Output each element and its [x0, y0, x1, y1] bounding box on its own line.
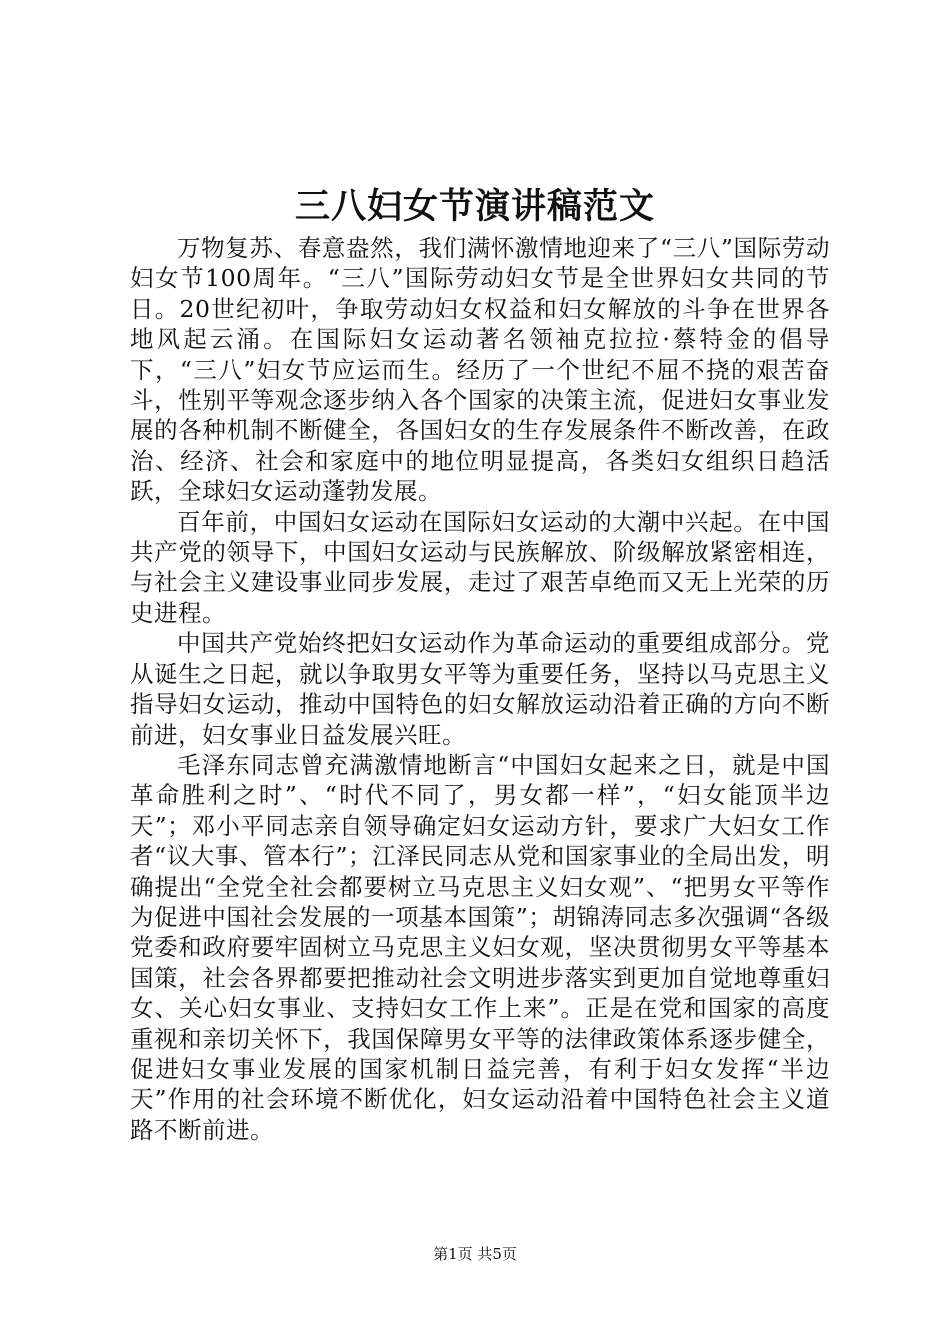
paragraph-4: 毛泽东同志曾充满激情地断言“中国妇女起来之日，就是中国革命胜利之时”、“时代不同了，男女都一样”，“妇女能顶半边天”；邓小平同志亲自领导确定妇女运动方针，要求广大妇女工作者“议大事、管本行”；江泽民同志从党和国家事业的全局出发，明确提出“全党全社会都要树立马克思主义妇女观”、“把男女平等作为促进中国社会发展的一项基本国策”；胡锦涛同志多次强调“各级党委和政府要牢固树立马克思主义妇女观，坚决贯彻男女平等基本国策，社会各界都要把推动社会文明进步落实到更加自觉地尊重妇女、关心妇女事业、支持妇女工作上来”。正是在党和国家的高度重视和亲切关怀下，我国保障男女平等的法律政策体系逐步健全，促进妇女事业发展的国家机制日益完善，有利于妇女发挥“半边天”作用的社会环境不断优化，妇女运动沿着中国特色社会主义道路不断前进。	[130, 750, 830, 1144]
page-footer: 第1页 共5页	[433, 1245, 517, 1263]
paragraph-3: 中国共产党始终把妇女运动作为革命运动的重要组成部分。党从诞生之日起，就以争取男女平等为重要任务，坚持以马克思主义指导妇女运动，推动中国特色的妇女解放运动沿着正确的方向不断前进，妇女事业日益发展兴旺。	[130, 629, 830, 749]
paragraph-1: 万物复苏、春意盎然，我们满怀激情地迎来了“三八”国际劳动妇女节100周年。“三八”国际劳动妇女节是全世界妇女共同的节日。20世纪初叶，争取劳动妇女权益和妇女解放的斗争在世界各地风起云涌。在国际妇女运动著名领袖克拉拉·蔡特金的倡导下，“三八”妇女节应运而生。经历了一个世纪不屈不挠的艰苦奋斗，性别平等观念逐步纳入各个国家的决策主流，促进妇女事业发展的各种机制不断健全，各国妇女的生存发展条件不断改善，在政治、经济、社会和家庭中的地位明显提高，各类妇女组织日趋活跃，全球妇女运动蓬勃发展。	[130, 234, 830, 506]
document-body	[130, 233, 830, 1145]
document-title: 三八妇女节演讲稿范文	[294, 186, 655, 227]
paragraph-2: 百年前，中国妇女运动在国际妇女运动的大潮中兴起。在中国共产党的领导下，中国妇女运动与民族解放、阶级解放紧密相连，与社会主义建设事业同步发展，走过了艰苦卓绝而又无上光荣的历史进程。	[130, 507, 830, 627]
